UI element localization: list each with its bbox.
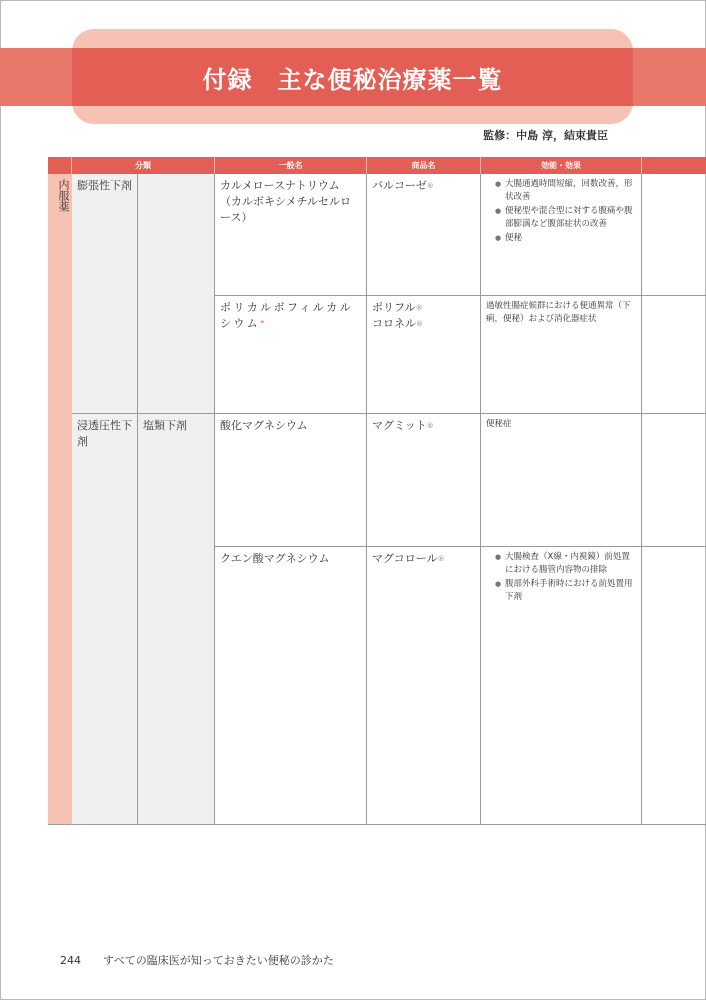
- subcategory-empty: [138, 174, 215, 414]
- header-extra: [642, 157, 706, 174]
- route-label: 内服薬: [57, 179, 70, 212]
- table-row-generic: [215, 547, 367, 825]
- table-row-effect: [481, 174, 642, 296]
- product-name: マグコロール®: [372, 552, 445, 565]
- effect-item: ● 大腸通過時間短縮，回数改善，形状改善: [505, 178, 636, 204]
- page-footer: [60, 952, 334, 968]
- subcategory-saline-laxative: [138, 414, 215, 825]
- category-label: 膨張性下剤: [77, 179, 132, 192]
- effect-item: ● 大腸検査（X線・内視鏡）前処置における腸管内容物の排除: [505, 551, 636, 577]
- table-row-effect: [481, 547, 642, 825]
- table-row-extra: [642, 414, 706, 547]
- generic-name: クエン酸マグネシウム: [220, 552, 330, 565]
- effect-item: ● 腹部外科手術時における前処置用下剤: [505, 578, 636, 604]
- title-box: [72, 48, 633, 106]
- effect-text: 過敏性腸症候群における便通異常（下痢，便秘）および消化器症状: [486, 301, 631, 324]
- product-name: ポリフル®: [372, 301, 423, 314]
- table-row-product: [367, 547, 481, 825]
- effect-text: 便秘症: [486, 419, 512, 429]
- category-label: 浸透圧性下剤: [77, 419, 132, 448]
- header-route-cell: [48, 157, 72, 174]
- generic-name: カルメロースナトリウム（カルボキシメチルセルロース）: [220, 179, 352, 224]
- table-row-product: [367, 174, 481, 296]
- effect-item: ● 便秘型や混合型に対する腹痛や腹部膨満など腹部症状の改善: [505, 205, 636, 231]
- table-row-extra: [642, 296, 706, 414]
- table-row-generic: [215, 174, 367, 296]
- generic-name: 酸化マグネシウム: [220, 419, 308, 432]
- category-bulk-laxative: [72, 174, 138, 414]
- table-row-effect: [481, 414, 642, 547]
- table-row-extra: [642, 174, 706, 296]
- drug-table: [48, 157, 706, 825]
- generic-name: ポリカルボフィルカルシウム: [220, 301, 354, 330]
- table-row-product: [367, 296, 481, 414]
- header-product-name: 商品名: [367, 157, 481, 174]
- category-osmotic-laxative: [72, 414, 138, 825]
- effect-item: ● 便秘: [505, 232, 636, 245]
- subcategory-label: 塩類下剤: [143, 419, 187, 432]
- table-row-product: [367, 414, 481, 547]
- product-name: コロネル®: [372, 317, 423, 330]
- header-category: 分類: [72, 157, 215, 174]
- route-column: [48, 174, 72, 825]
- header-effect: 効能・効果: [481, 157, 642, 174]
- header-generic-name: 一般名: [215, 157, 367, 174]
- generic-note-mark: *: [260, 319, 265, 328]
- table-row-generic: [215, 296, 367, 414]
- book-title: すべての臨床医が知っておきたい便秘の診かた: [103, 954, 334, 967]
- product-name: マグミット®: [372, 419, 434, 432]
- supervision-credit: 監修：中島 淳，結束貴臣: [483, 129, 608, 142]
- table-row-generic: [215, 414, 367, 547]
- page-title: 付録 主な便秘治療薬一覧: [202, 65, 503, 94]
- table-row-extra: [642, 547, 706, 825]
- page-number: 244: [60, 954, 81, 967]
- product-name: バルコーゼ®: [372, 179, 434, 192]
- table-row-effect: [481, 296, 642, 414]
